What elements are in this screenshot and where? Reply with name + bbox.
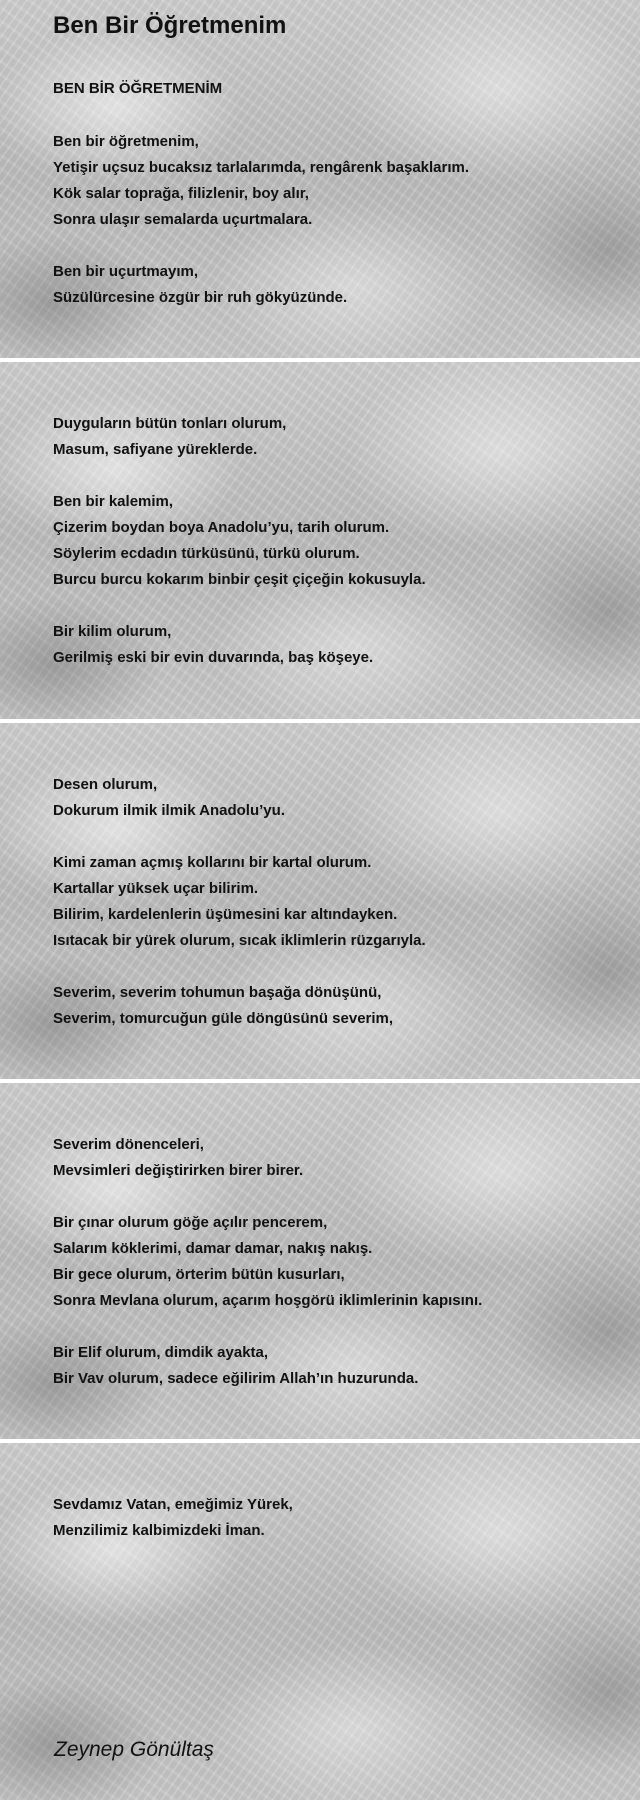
poem-line: Masum, safiyane yüreklerde. [53,441,258,458]
poem-line: Ben bir kalemim, [53,493,174,510]
poem-line: Bir çınar olurum göğe açılır pencerem, [53,1214,328,1231]
stanza [53,1132,303,1184]
poem-line: Süzülürcesine özgür bir ruh gökyüzünde. [53,289,348,306]
stanza [53,489,426,593]
poem-line: Kimi zaman açmış kollarını bir kartal olurum. [53,854,372,871]
poem-line: Salarım köklerimi, damar damar, nakış nakış. [53,1240,373,1257]
stanza [53,259,347,311]
poem-line: Çizerim boydan boya Anadolu’yu, tarih olurum. [53,519,390,536]
poem-line: Dokurum ilmik ilmik Anadolu’yu. [53,802,285,819]
poem-line: Sevdamız Vatan, emeğimiz Yürek, [53,1496,293,1513]
poem-line: Duyguların bütün tonları olurum, [53,415,287,432]
poem-line: Severim, severim tohumun başağa dönüşünü, [53,984,382,1001]
poem-line: Severim, tomurcuğun güle döngüsünü severim, [53,1010,394,1027]
poem-line: Ben bir öğretmenim, [53,133,199,150]
stanza [53,619,373,671]
poem-line: Sonra Mevlana olurum, açarım hoşgörü iklimlerinin kapısını. [53,1292,483,1309]
stanza [53,772,285,824]
stanza [53,850,426,954]
poem-line: Bir Elif olurum, dimdik ayakta, [53,1344,269,1361]
poem-line: Ben bir uçurtmayım, [53,263,199,280]
poem-line: Menzilimiz kalbimizdeki İman. [53,1522,265,1539]
poem-title: Ben Bir Öğretmenim [53,12,287,39]
stanza [53,1492,293,1544]
poem-line: Desen olurum, [53,776,158,793]
stanza [53,1340,418,1392]
stanza [53,129,469,233]
poem-line: Severim dönenceleri, [53,1136,204,1153]
poem-line: Bir Vav olurum, sadece eğilirim Allah’ın huzurunda. [53,1370,419,1387]
poem-line: Bir kilim olurum, [53,623,172,640]
poem-line: Söylerim ecdadın türküsünü, türkü olurum. [53,545,360,562]
poem-line: Bilirim, kardelenlerin üşümesini kar altındayken. [53,906,398,923]
stanza [53,980,393,1032]
stanza [53,1210,482,1314]
poem-subtitle: BEN BİR ÖĞRETMENİM [53,80,223,97]
poem-line: Yetişir uçsuz bucaksız tarlalarımda, rengârenk başaklarım. [53,159,470,176]
poem-line: Isıtacak bir yürek olurum, sıcak iklimlerin rüzgarıyla. [53,932,426,949]
poem-line: Burcu burcu kokarım binbir çeşit çiçeğin kokusuyla. [53,571,426,588]
poem-line: Kartallar yüksek uçar bilirim. [53,880,259,897]
poem-line: Mevsimleri değiştirirken birer birer. [53,1162,304,1179]
poem-line: Bir gece olurum, örterim bütün kusurları, [53,1266,345,1283]
author-signature: Zeynep Gönültaş [54,1738,214,1761]
poem-line: Sonra ulaşır semalarda uçurtmalara. [53,211,313,228]
poem-line: Gerilmiş eski bir evin duvarında, baş köşeye. [53,649,374,666]
stanza [53,411,286,463]
poem-line: Kök salar toprağa, filizlenir, boy alır, [53,185,309,202]
